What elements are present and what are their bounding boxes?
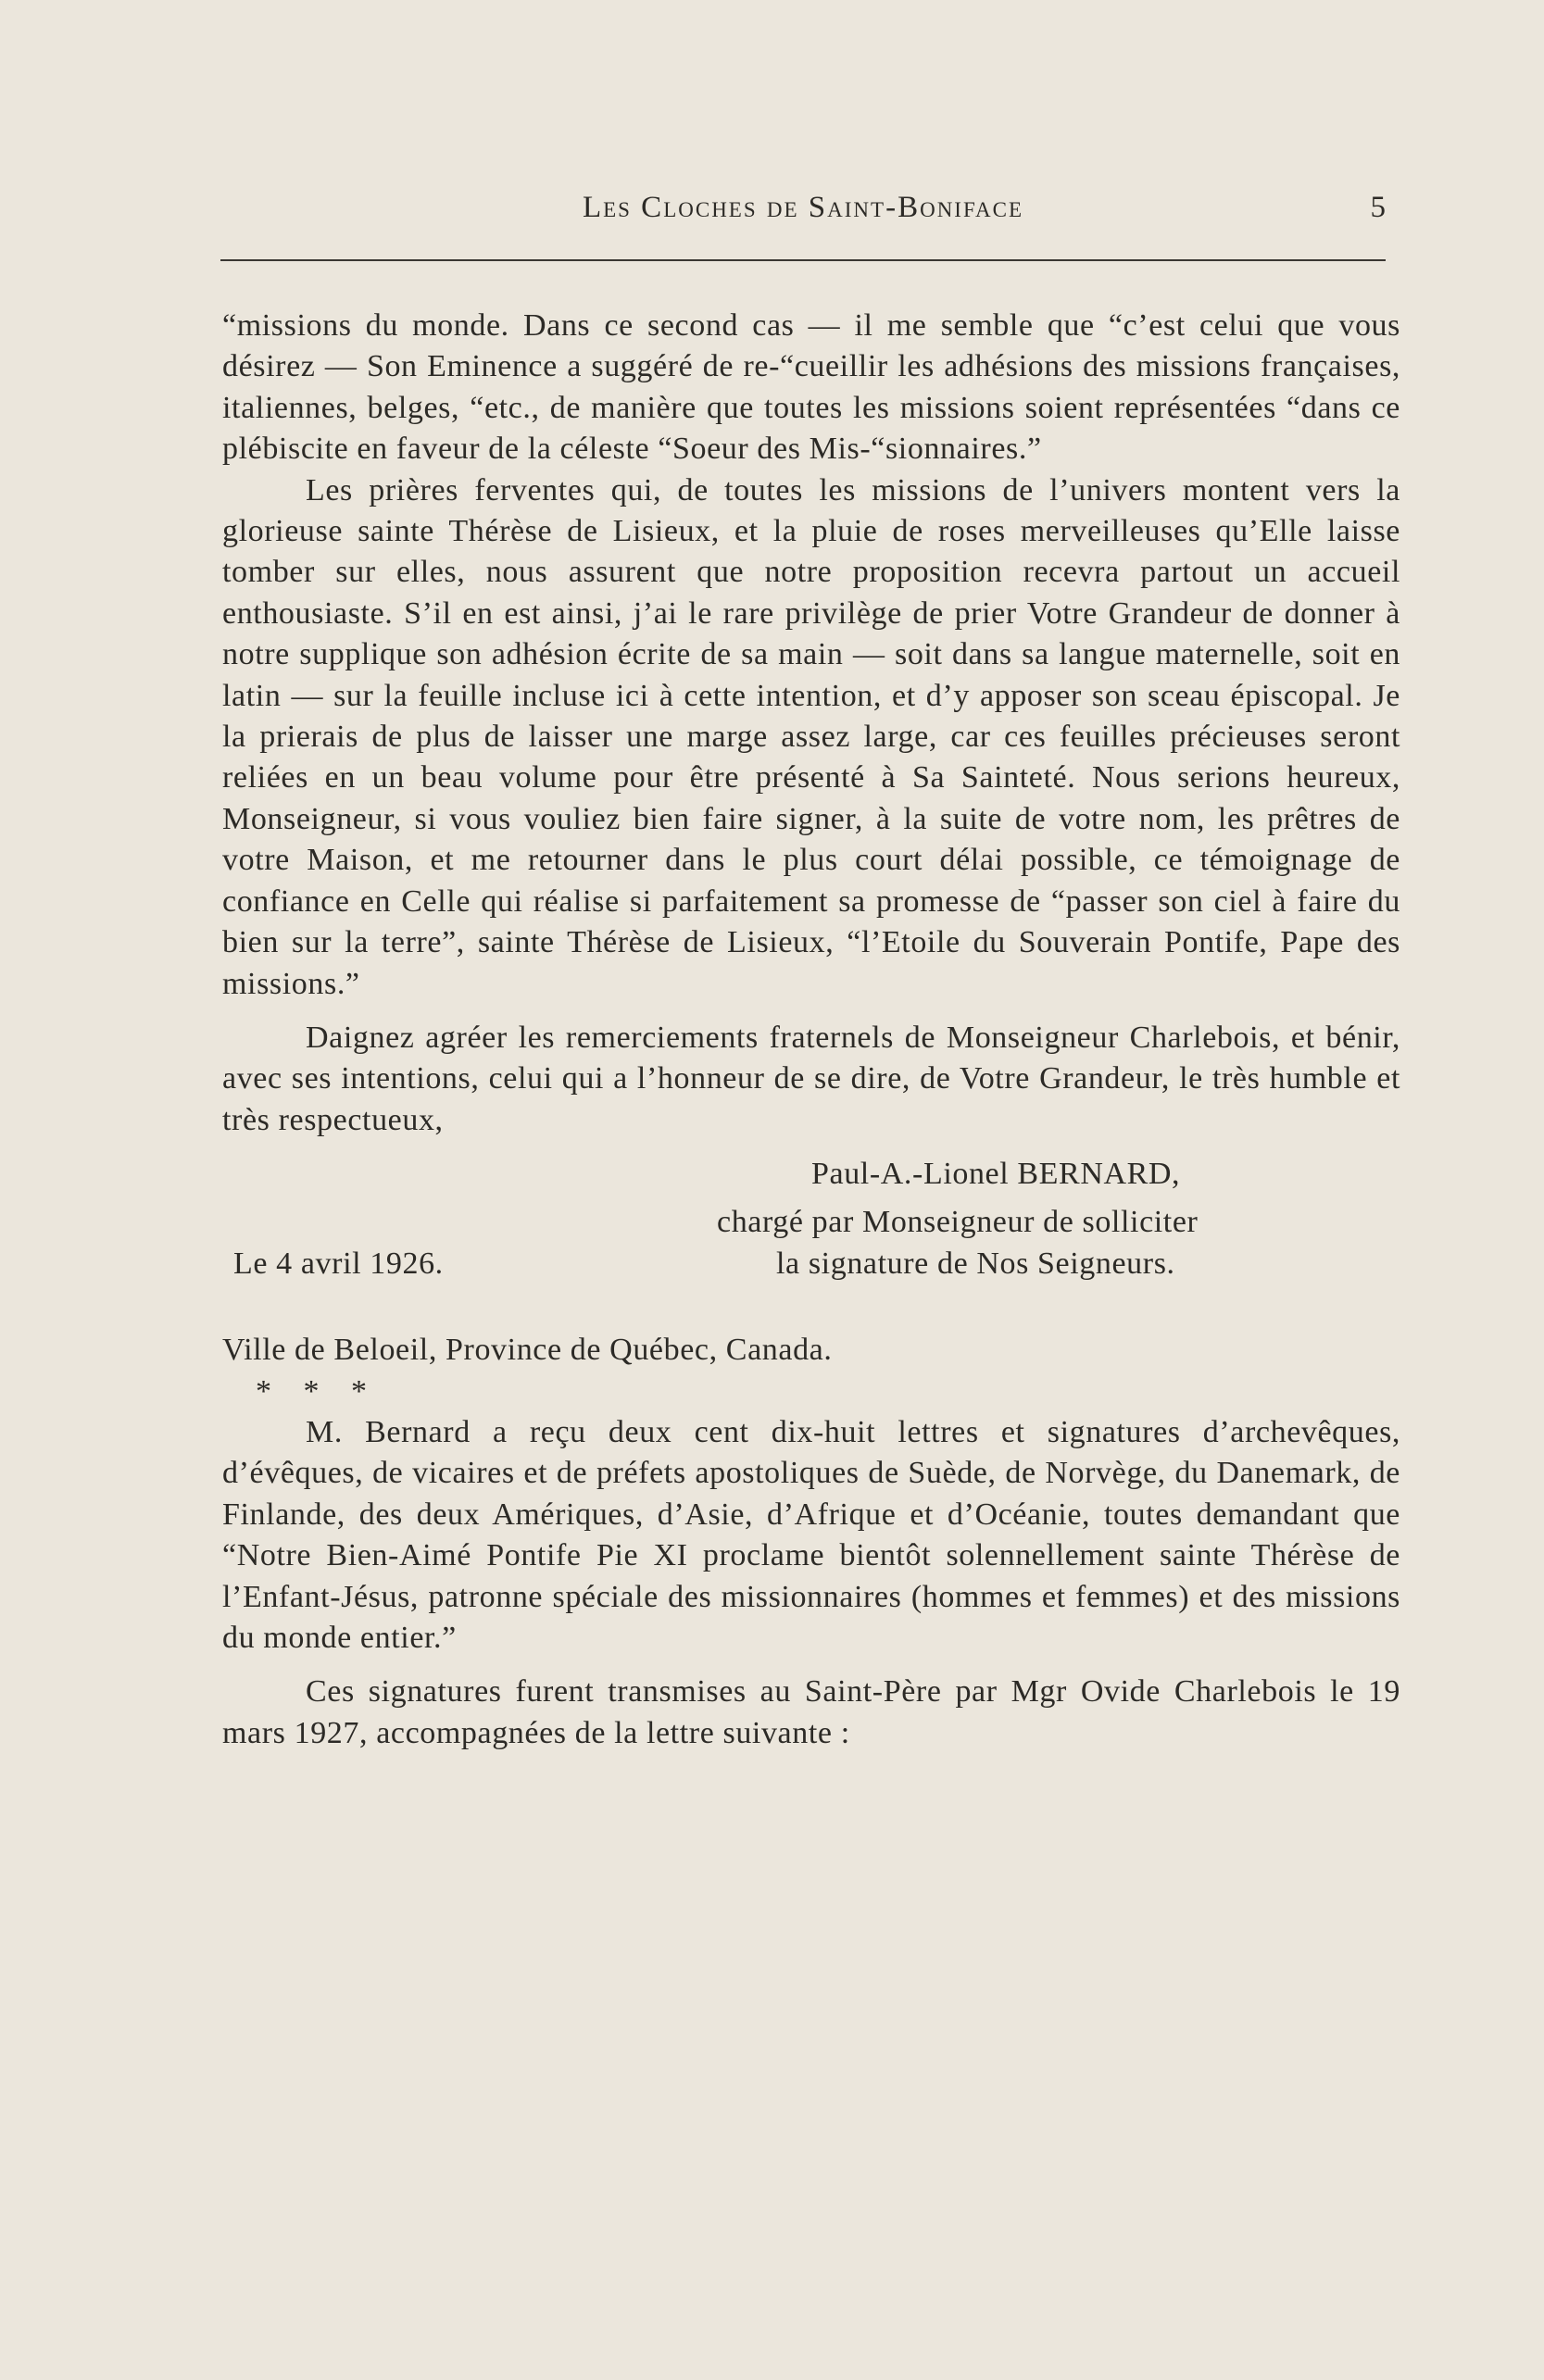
section-separator: * * * [256,1373,367,1409]
paragraph-transmission: Ces signatures furent transmises au Saint-Père par Mgr Ovide Charlebois le 19 mars 1927, accompagnées de la lettre suivante : [222,1674,1400,1750]
signature-role-line-1: chargé par Monseigneur de solliciter [717,1205,1199,1240]
paragraph-signatures-received: M. Bernard a reçu deux cent dix-huit lettres et signatures d’archevêques, d’évêques, de vicaires et de préfets apostoliques de Suède, de Norvège, du Danemark, de Finlande, des deux Amériques, d’Asie, d’Afrique et d’Océanie, toutes demandant que “Notre Bien-Aimé Pontife Pie XI proclame bientôt solennellement sainte Thérèse de l’Enfant-Jésus, patronne spéciale des missionnaires (hommes et femmes) et des missions du monde entier.” [222,1414,1400,1655]
signature-block [222,1154,1400,1330]
page-number: 5 [1370,191,1386,224]
letter-date: Le 4 avril 1926. [233,1246,444,1282]
running-title: Les Cloches de Saint-Boniface [582,191,1024,224]
paragraph-quote-continuation: “missions du monde. Dans ce second cas — il me semble que “c’est celui que vous désirez — Son Eminence a suggéré de re-“cueillir les adhésions des missions françaises, italiennes, belges, “etc., de manière que toutes les missions soient représentées “dans ce plébiscite en faveur de la céleste “Soeur des Mis-“sionnaires.” [222,308,1400,467]
page-header [220,191,1386,237]
letter-place: Ville de Beloeil, Province de Québec, Canada. [222,1333,833,1368]
paragraph-request: Les prières ferventes qui, de toutes les missions de l’univers montent vers la glorieuse sainte Thérèse de Lisieux, et la pluie de roses merveilleuses qu’Elle laisse tomber sur elles, nous assurent que notre proposition recevra partout un accueil enthousiaste. S’il en est ainsi, j’ai le rare privilège de prier Votre Grandeur de donner à notre supplique son adhésion écrite de sa main — soit dans sa langue maternelle, soit en latin — sur la feuille incluse ici à cette intention, et d’y apposer son sceau épiscopal. Je la prierais de plus de laisser une marge assez large, car ces feuilles précieuses seront reliées en un beau volume pour être présenté à Sa Sainteté. Nous serions heureux, Monseigneur, si vous vouliez bien faire signer, à la suite de votre nom, les prêtres de votre Maison, et me retourner dans le plus court délai possible, ce témoignage de confiance en Celle qui réalise si parfaitement sa promesse de “passer son ciel à faire du bien sur la terre”, sainte Thérèse de Lisieux, “l’Etoile du Souverain Pontife, Pape des missions.” [222,472,1400,1001]
header-rule [220,259,1386,261]
signature-name: Paul-A.-Lionel BERNARD, [811,1157,1181,1192]
body-text [222,306,1400,1754]
paragraph-closing: Daignez agréer les remerciements fraternels de Monseigneur Charlebois, et bénir, avec ses intentions, celui qui a l’honneur de se dire, de Votre Grandeur, le très humble et très respectueux, [222,1020,1400,1137]
signature-role-line-2: la signature de Nos Seigneurs. [776,1246,1175,1282]
